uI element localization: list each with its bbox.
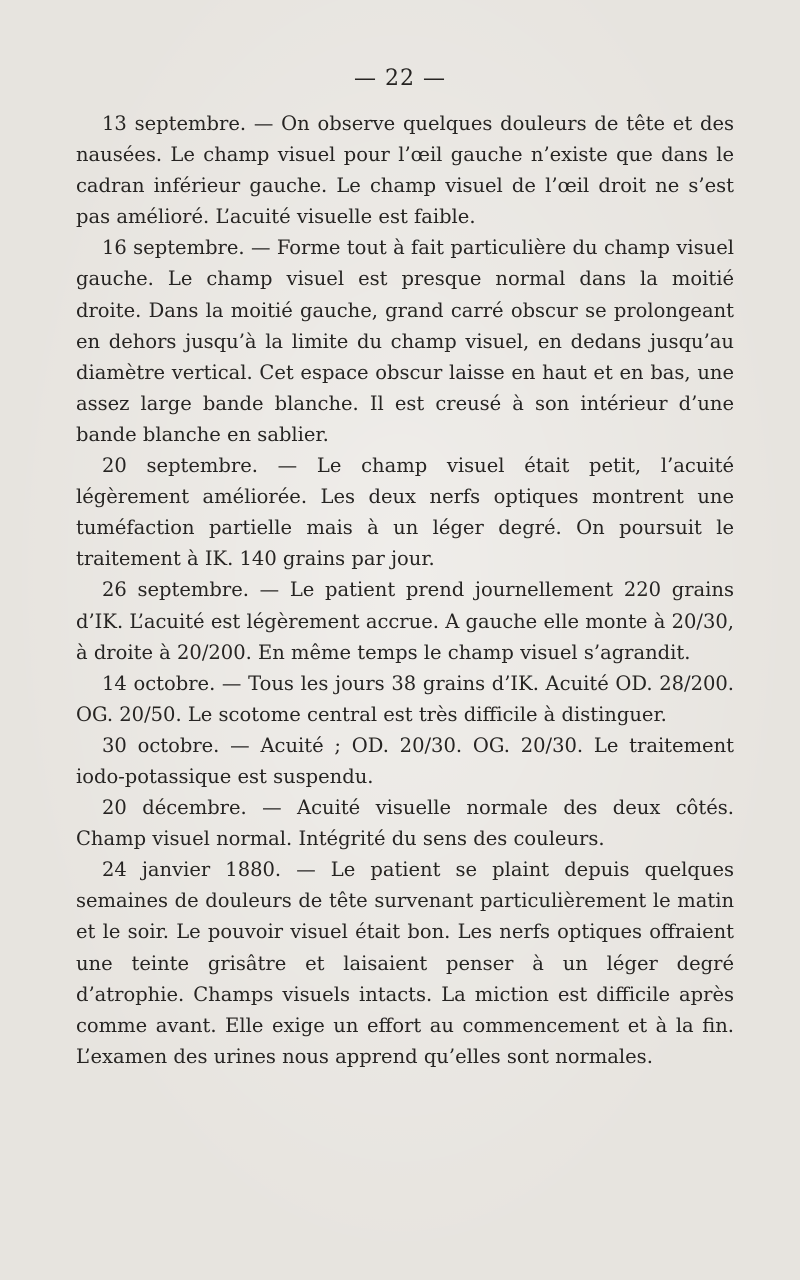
paragraph-14-octobre: 14 octobre. — Tous les jours 38 grains d’IK. Acuité OD. 28/200. OG. 20/50. Le scotome central est très difficile à distinguer. <box>76 671 734 726</box>
page-number: — 22 — <box>354 66 446 91</box>
paragraph-24-janvier-1880: 24 janvier 1880. — Le patient se plaint depuis quelques semaines de douleurs de tête survenant particulièrement le matin et le soir. Le pouvoir visuel était bon. Les nerfs optiques offraient une teinte grisâtre et laisaient penser à un léger degré d’atrophie. Champs visuels intacts. La miction est difficile après comme avant. Elle exige un effort au commencement et à la fin. L’examen des urines nous apprend qu’elles sont normales. <box>76 858 734 1068</box>
paragraph-13-septembre: 13 septembre. — On observe quelques douleurs de tête et des nausées. Le champ visuel pour l’œil gauche n’existe que dans le cadran inférieur gauche. Le champ visuel de l’œil droit ne s’est pas amélioré. L’acuité visuelle est faible. <box>76 112 734 229</box>
paragraph-26-septembre: 26 septembre. — Le patient prend journellement 220 grains d’IK. L’acuité est légèrement accrue. A gauche elle monte à 20/30, à droite à 20/200. En même temps le champ visuel s’agrandit. <box>76 578 734 664</box>
body-text <box>76 108 734 1072</box>
paragraph-30-octobre: 30 octobre. — Acuité ; OD. 20/30. OG. 20/30. Le traitement iodo-potassique est suspendu. <box>76 733 734 788</box>
paragraph-20-septembre: 20 septembre. — Le champ visuel était petit, l’acuité légèrement améliorée. Les deux nerfs optiques montrent une tuméfaction partielle mais à un léger degré. On poursuit le traitement à IK. 140 grains par jour. <box>76 454 734 571</box>
paragraph-20-decembre: 20 décembre. — Acuité visuelle normale des deux côtés. Champ visuel normal. Intégrité du sens des couleurs. <box>76 796 734 851</box>
paragraph-16-septembre: 16 septembre. — Forme tout à fait particulière du champ visuel gauche. Le champ visuel est presque normal dans la moitié droite. Dans la moitié gauche, grand carré obscur se prolongeant en dehors jusqu’à la limite du champ visuel, en dedans jusqu’au diamètre vertical. Cet espace obscur laisse en haut et en bas, une assez large bande blanche. Il est creusé à son intérieur d’une bande blanche en sablier. <box>76 236 734 446</box>
